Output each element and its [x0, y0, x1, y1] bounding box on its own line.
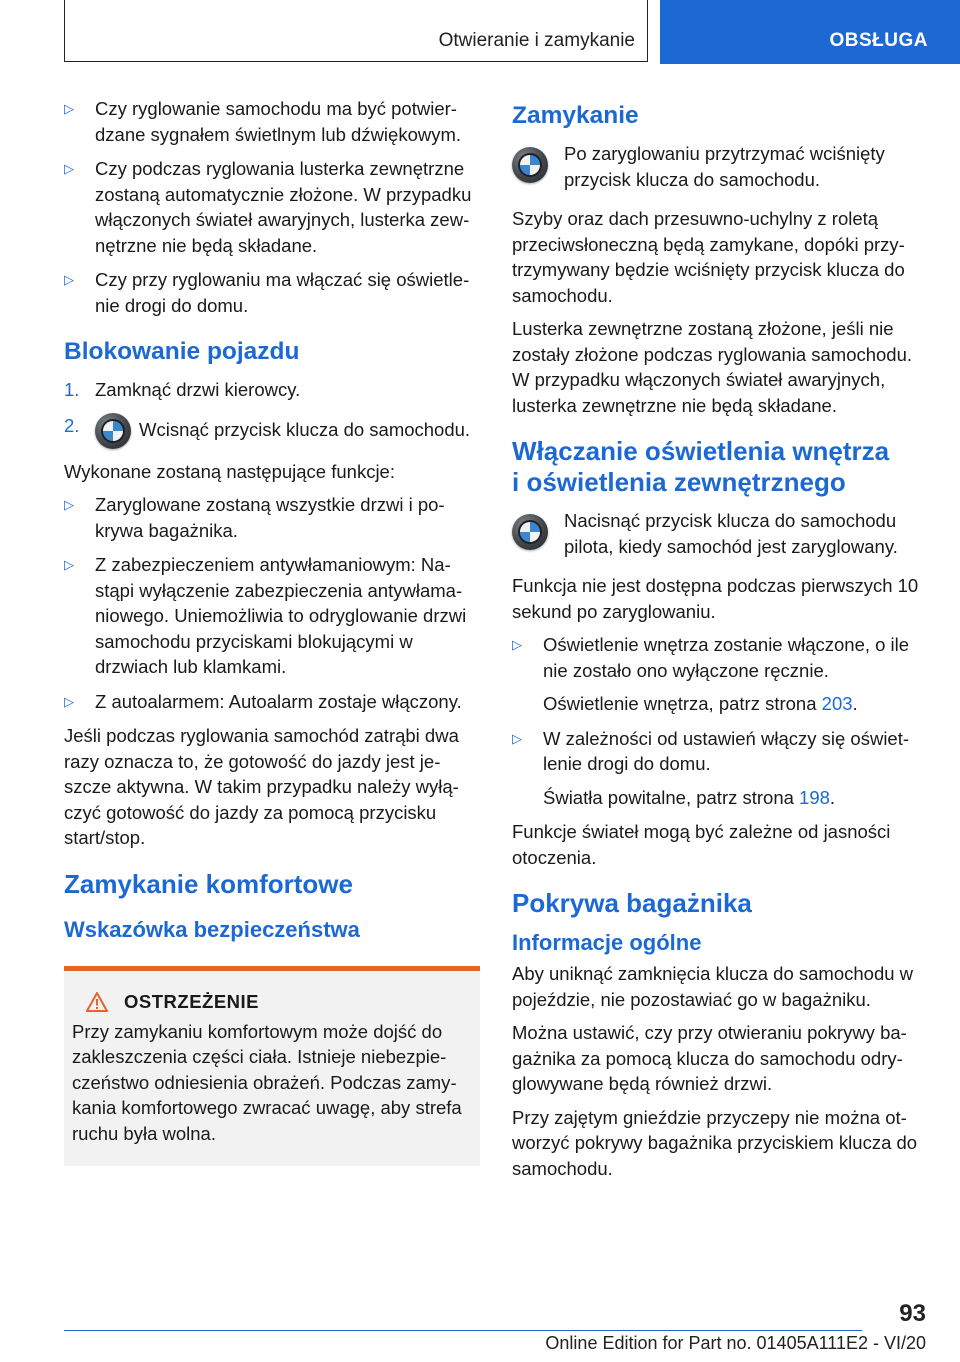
lighting-paragraph-2: Funkcje świateł mogą być zależne od jasności otoczenia. [512, 821, 891, 868]
warning-header [72, 991, 472, 1013]
list-item: ▷ Z autoalarmem: Autoalarm zostaje włączony. [64, 689, 480, 715]
right-column [512, 96, 928, 1189]
warning-title: OSTRZEŻENIE [124, 990, 260, 1012]
warning-text: Przy zamykaniu komfortowym może dojść do zakleszczenia części ciała. Istnieje niebezpieczeństwo odniesienia obrażeń. Podczas zamykania komfortowego zwracać uwagę, aby strefa ruchu była wolna. [72, 1020, 462, 1144]
double-horn-paragraph: Jeśli podczas ryglowania samochód zatrąbi dwa razy oznacza to, że gotowość do jazdy jest jeszcze aktywna. W takim przypadku należy wyłączyć gotowość do jazdy za pomocą przycisku start/stop. [64, 725, 459, 848]
heading-trunk-lid: Pokrywa bagażnika [512, 888, 752, 918]
header-section-box [660, 0, 960, 64]
bullet-marker-icon: ▷ [64, 272, 74, 287]
warning-box [64, 966, 480, 1167]
lighting-instruction: Nacisnąć przycisk klucza do samochodu pilota, kiedy samochód jest zaryglowany. [512, 508, 928, 559]
trunk-paragraph-2: Można ustawić, czy przy otwieraniu pokrywy bagażnika za pomocą klucza do samochodu odryglowywane będą również drzwi. [512, 1022, 907, 1094]
step-item: 1. Zamknąć drzwi kierowcy. [64, 379, 301, 400]
closing-paragraph-2: Lusterka zewnętrzne zostaną złożone, jeśli nie zostały złożone podczas ryglowania samochodu. W przypadku włączonych świateł awaryjnych, lusterka zewnętrzne nie będą składane. [512, 318, 913, 416]
cross-reference: Oświetlenie wnętrza, patrz strona 203. [543, 693, 858, 714]
heading-vehicle-locking: Blokowanie pojazdu [64, 338, 300, 365]
bullet-marker-icon: ▷ [64, 557, 74, 572]
trunk-paragraph-1: Aby uniknąć zamknięcia klucza do samochodu w pojeździe, nie pozostawiać go w bagażniku. [512, 963, 914, 1010]
heading-lighting: Włączanie oświetlenia wnętrza i oświetlenia zewnętrznego [512, 436, 890, 497]
list-item: ▷ W zależności od ustawień włączy się oświetlenie drogi do domu. Światła powitalne, patrz strona 198. [512, 726, 928, 811]
bullet-marker-icon: ▷ [64, 497, 74, 512]
closing-instruction: Po zaryglowaniu przytrzymać wciśnięty przycisk klucza do samochodu. [512, 141, 928, 192]
list-item: ▷ Zaryglowane zostaną wszystkie drzwi i pokrywa bagażnika. [64, 494, 445, 541]
bmw-key-icon [95, 413, 131, 449]
settings-bullet-list [64, 96, 480, 318]
bullet-marker-icon: ▷ [512, 637, 522, 652]
list-item: ▷ Czy przy ryglowaniu ma włączać się oświetlenie drogi do domu. [64, 269, 470, 316]
lighting-paragraph-1: Funkcja nie jest dostępna podczas pierwszych 10 sekund po zaryglowaniu. [512, 575, 919, 622]
chapter-title: Otwieranie i zamykanie [438, 30, 635, 51]
page-link-198[interactable]: 198 [799, 786, 830, 808]
warning-triangle-icon [86, 992, 108, 1012]
heading-comfort-closing: Zamykanie komfortowe [64, 868, 353, 899]
page-link-203[interactable]: 203 [821, 693, 853, 714]
cross-reference: Światła powitalne, patrz strona 198. [543, 786, 836, 808]
bullet-marker-icon: ▷ [64, 693, 74, 709]
bullet-marker-icon: ▷ [512, 730, 522, 746]
bullet-marker-icon: ▷ [64, 161, 74, 176]
functions-bullet-list [64, 492, 480, 714]
header-chapter-box [64, 0, 648, 62]
heading-safety-note: Wskazówka bezpieczeństwa [64, 916, 360, 942]
trunk-paragraph-3: Przy zajętym gnieździe przyczepy nie można otworzyć pokrywy bagażnika przyciskiem klucza do samochodu. [512, 1106, 918, 1179]
heading-general-info: Informacje ogólne [512, 930, 702, 955]
bullet-marker-icon: ▷ [64, 101, 74, 116]
lighting-bullet-list [512, 632, 928, 810]
page-number: 93 [899, 1300, 926, 1327]
bmw-key-icon [512, 147, 548, 183]
page-header [0, 0, 960, 66]
footer-divider [64, 1330, 862, 1331]
section-title: OBSŁUGA [829, 30, 928, 51]
left-column [64, 96, 480, 1166]
locking-steps [64, 377, 480, 449]
list-item: ▷ Czy ryglowanie samochodu ma być potwierdzane sygnałem świetlnym lub dźwiękowym. [64, 98, 462, 145]
footer-edition: Online Edition for Part no. 01405A111E2 - VI/20 [545, 1333, 926, 1353]
list-item: ▷ Z zabezpieczeniem antywłamaniowym: Nastąpi wyłączenie zabezpieczenia antywłamaniowego. Uniemożliwia to odryglowanie drzwi samochodu przyciskami blokującymi w drzwiach lub klamkami. [64, 554, 467, 677]
heading-closing: Zamykanie [512, 102, 639, 129]
closing-paragraph-1: Szyby oraz dach przesuwno-uchylny z roletą przeciwsłoneczną będą zamykane, dopóki przytrzymywany będzie wciśnięty przycisk klucza do samochodu. [512, 208, 905, 306]
step-item: 2. Wcisnąć przycisk klucza do samochodu. [64, 413, 480, 449]
bmw-key-icon [512, 514, 548, 550]
functions-intro: Wykonane zostaną następujące funkcje: [64, 460, 395, 482]
list-item: ▷ Czy podczas ryglowania lusterka zewnętrzne zostaną automatycznie złożone. W przypadku włączonych świateł awaryjnych, lusterka zewnętrzne nie będą składane. [64, 158, 472, 256]
list-item: ▷ Oświetlenie wnętrza zostanie włączone, o ile nie zostało ono wyłączone ręcznie. Oświetlenie wnętrza, patrz strona 203. [512, 632, 928, 717]
